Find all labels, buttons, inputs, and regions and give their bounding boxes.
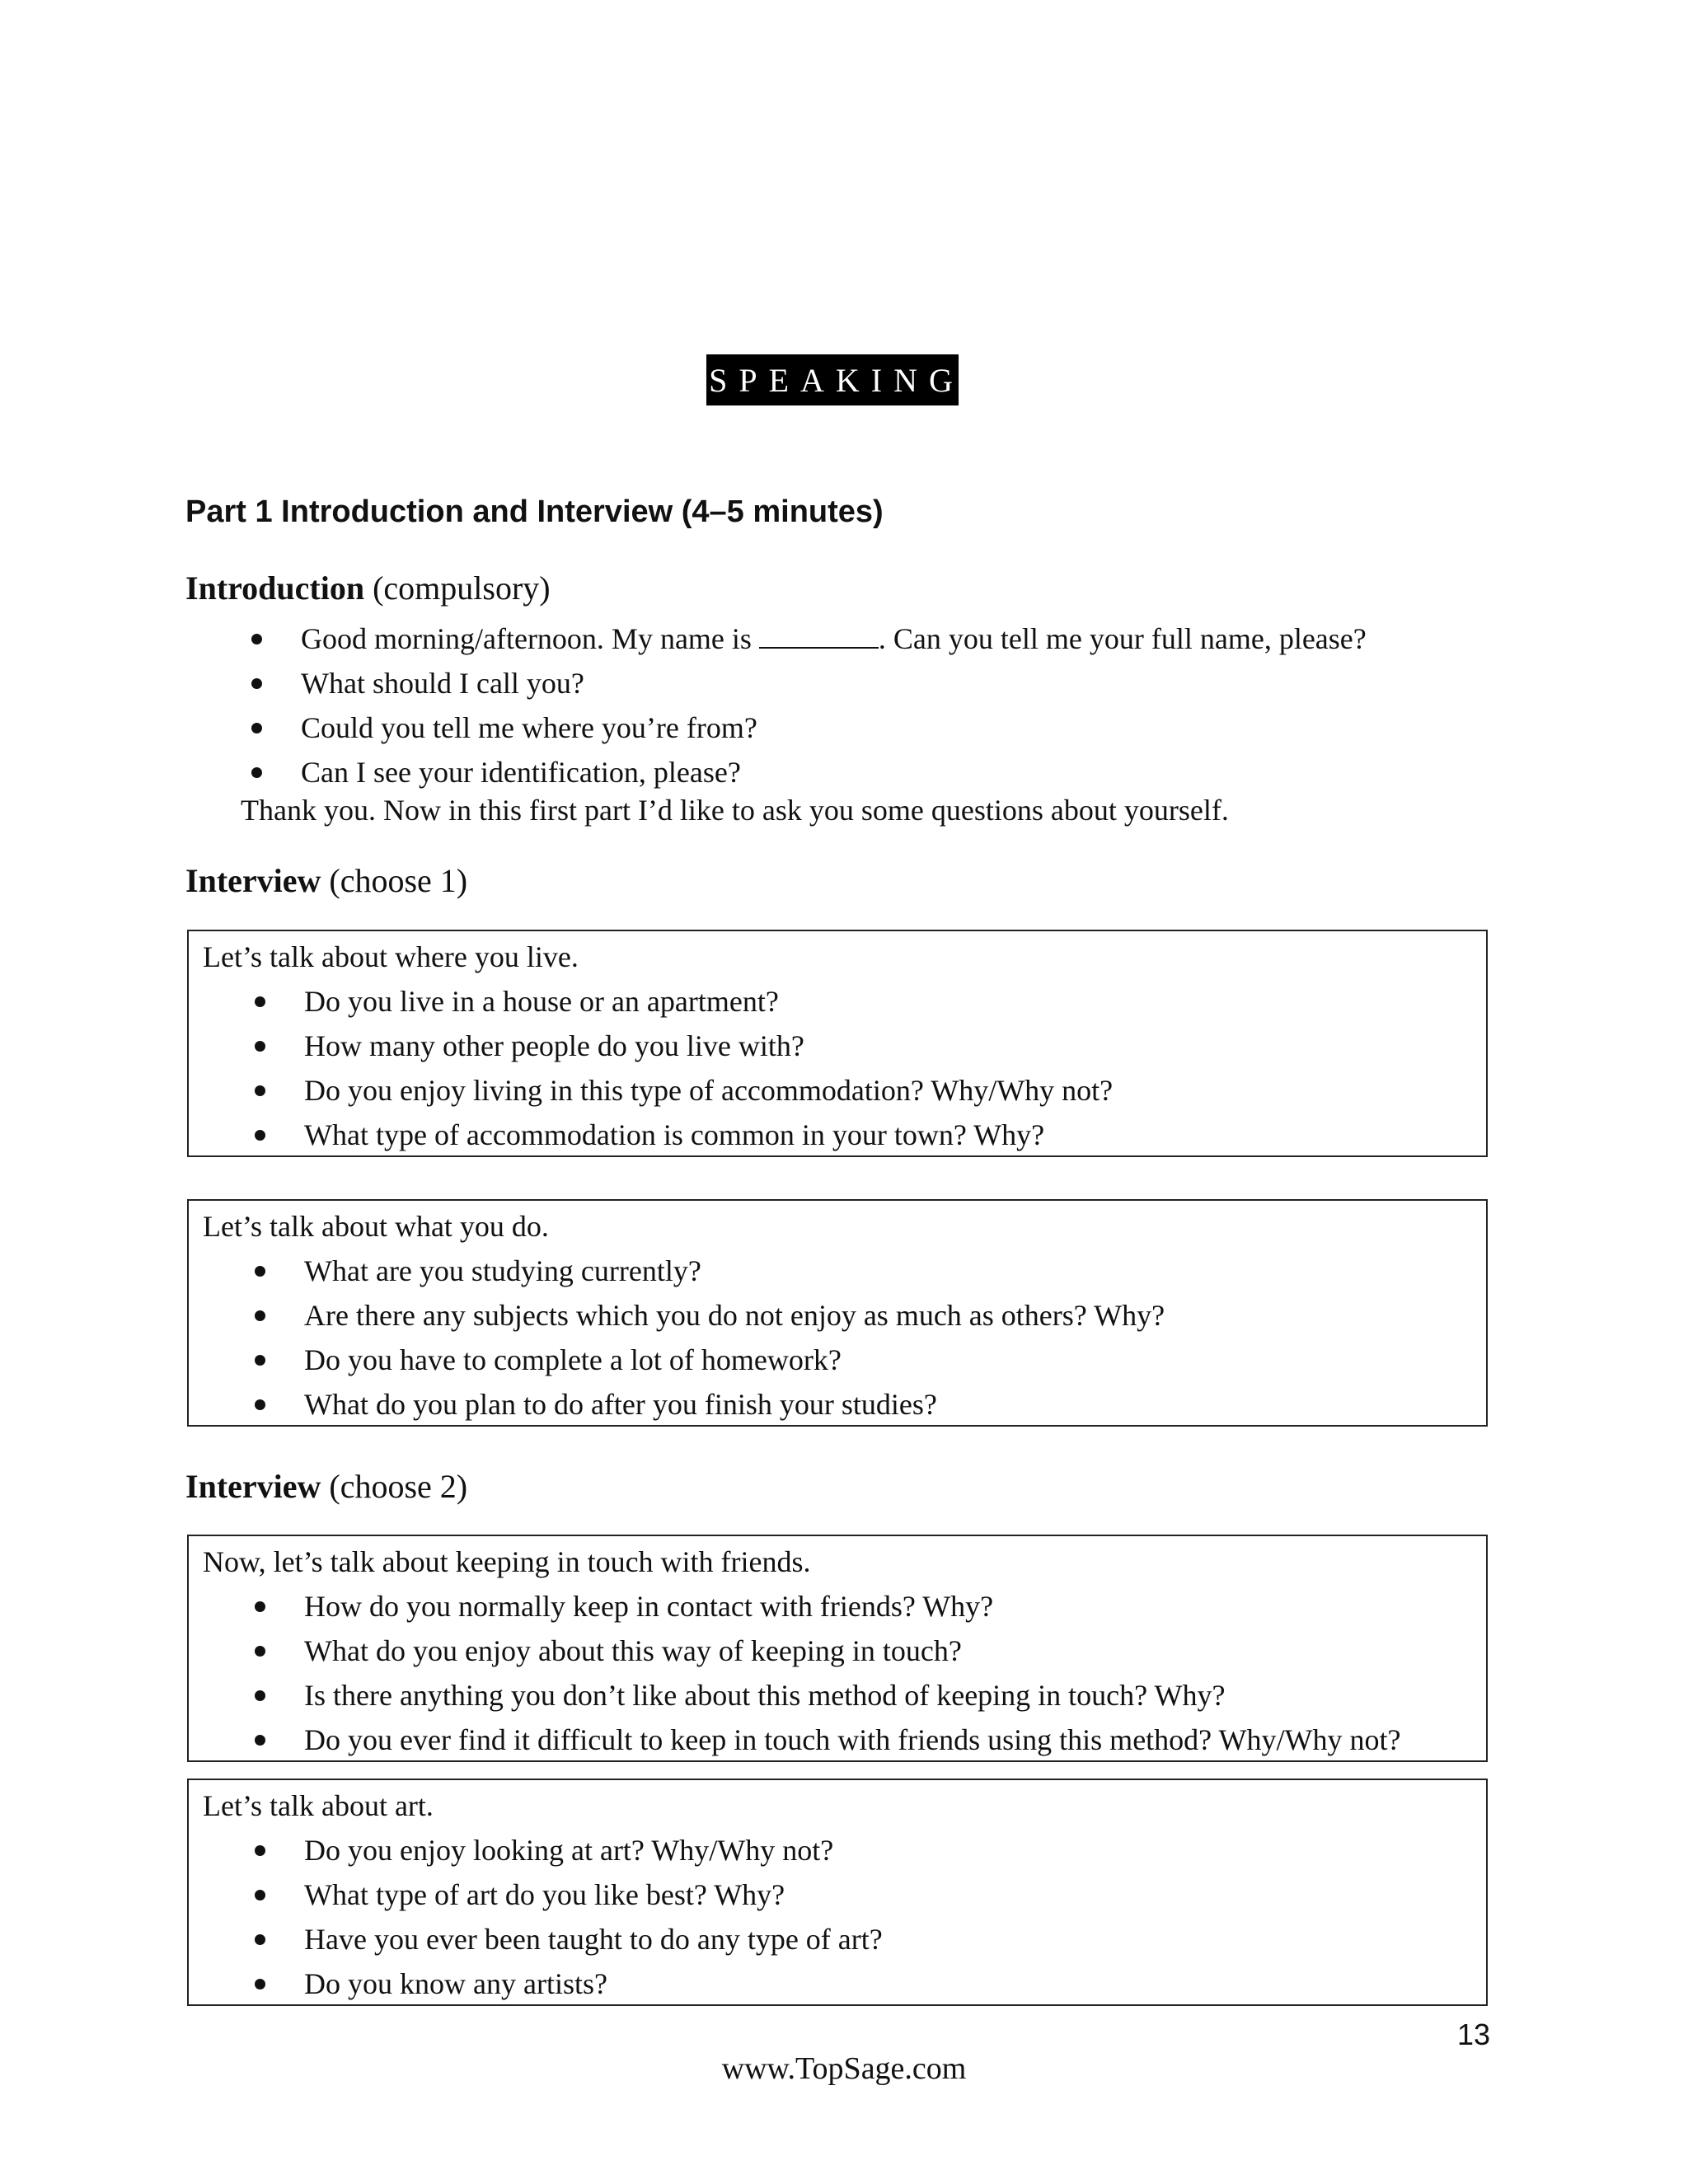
name-blank <box>759 624 879 649</box>
interview-1-heading-note: (choose 1) <box>321 862 468 899</box>
list-item: What are you studying currently? <box>189 1249 1486 1293</box>
list-item: How do you normally keep in contact with friends? Why? <box>189 1584 1486 1629</box>
question-box-friends <box>187 1535 1488 1762</box>
intro-item-1-before: Good morning/afternoon. My name is <box>301 622 759 655</box>
interview-1-heading-label: Interview <box>185 862 321 899</box>
list-item: What should I call you? <box>185 661 1367 705</box>
footer-url: www.TopSage.com <box>721 2051 967 2086</box>
list-item: How many other people do you live with? <box>189 1024 1486 1068</box>
list-item: Do you have to complete a lot of homework? <box>189 1338 1486 1382</box>
list-item: Is there anything you don’t like about this method of keeping in touch? Why? <box>189 1673 1486 1718</box>
interview-2-heading-note: (choose 2) <box>321 1468 468 1505</box>
list-item <box>185 616 1367 661</box>
interview-2-heading-label: Interview <box>185 1468 321 1505</box>
list-item: What do you plan to do after you finish your studies? <box>189 1382 1486 1427</box>
list-item: Are there any subjects which you do not enjoy as much as others? Why? <box>189 1293 1486 1338</box>
box-lead: Let’s talk about art. <box>203 1789 434 1822</box>
question-box-home <box>187 930 1488 1157</box>
list-item: Do you ever find it difficult to keep in touch with friends using this method? Why/Why not? <box>189 1718 1486 1762</box>
question-box-art <box>187 1779 1488 2006</box>
list-item: What do you enjoy about this way of keeping in touch? <box>189 1629 1486 1673</box>
speaking-banner: SPEAKING <box>706 354 959 405</box>
box-lead: Let’s talk about what you do. <box>203 1210 549 1243</box>
list-item: What type of art do you like best? Why? <box>189 1872 1486 1917</box>
interview-1-heading <box>185 861 467 900</box>
intro-item-1-after: . Can you tell me your full name, please? <box>878 622 1367 655</box>
list-item: Have you ever been taught to do any type of art? <box>189 1917 1486 1961</box>
list-item: Could you tell me where you’re from? <box>185 705 1367 750</box>
introduction-heading-note: (compulsory) <box>364 569 551 607</box>
list-item: Do you know any artists? <box>189 1961 1486 2006</box>
list-item: Do you live in a house or an apartment? <box>189 979 1486 1024</box>
interview-2-heading <box>185 1467 467 1506</box>
question-box-work-study <box>187 1199 1488 1427</box>
list-item: Do you enjoy living in this type of accommodation? Why/Why not? <box>189 1068 1486 1113</box>
list-item: Can I see your identification, please? <box>185 750 1367 794</box>
introduction-heading-label: Introduction <box>185 569 365 607</box>
list-item: Do you enjoy looking at art? Why/Why not? <box>189 1828 1486 1872</box>
introduction-heading <box>185 569 551 607</box>
thanks-text: Thank you. Now in this first part I’d like to ask you some questions about yourself. <box>241 794 1229 827</box>
part-title: Part 1 Introduction and Interview (4–5 minutes) <box>185 494 884 529</box>
page-number: 13 <box>1457 2018 1491 2051</box>
box-lead: Let’s talk about where you live. <box>203 940 579 973</box>
box-lead: Now, let’s talk about keeping in touch with friends. <box>203 1545 811 1578</box>
list-item: What type of accommodation is common in your town? Why? <box>189 1113 1486 1157</box>
introduction-list <box>185 616 1367 794</box>
